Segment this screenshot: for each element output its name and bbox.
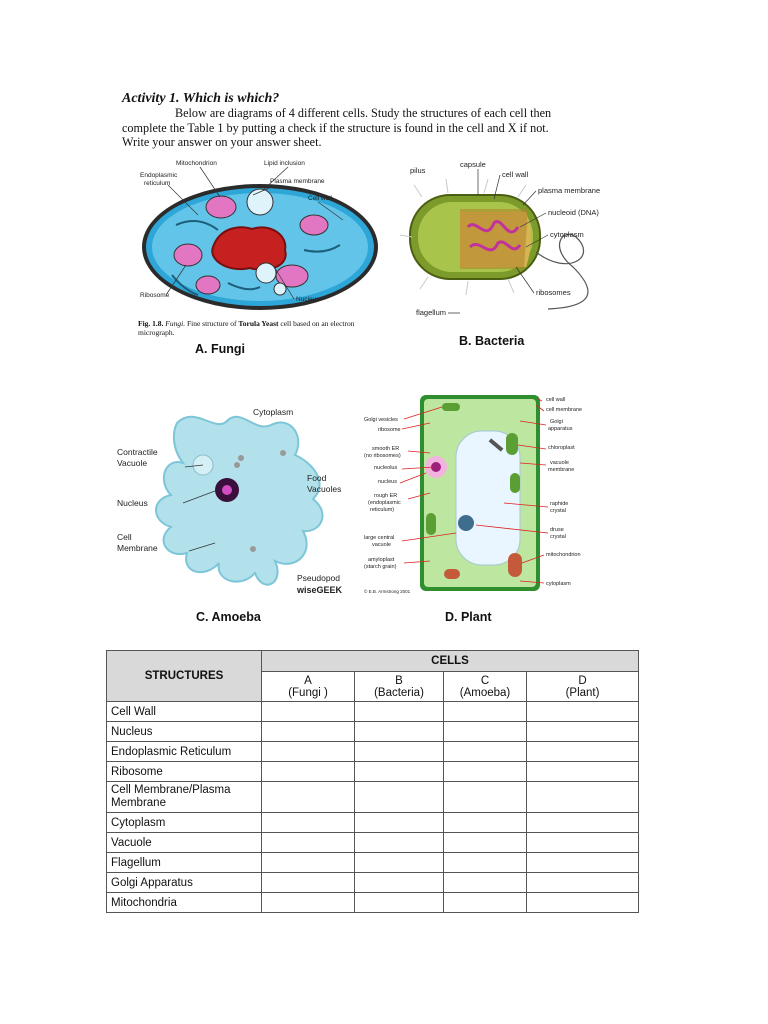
row-label: Cytoplasm xyxy=(107,813,262,833)
fungi-fig-rest: cell based on an electron micrograph. xyxy=(138,319,355,337)
amoeba-label-membrane: Membrane xyxy=(117,543,158,553)
fungi-diagram xyxy=(128,155,388,315)
amoeba-watermark: wiseGEEK xyxy=(297,585,343,595)
plant-label-crystal2: crystal xyxy=(550,534,566,540)
fungi-fig-num: Fig. 1.8. xyxy=(138,319,164,328)
plant-label-large-central: large central xyxy=(364,535,395,541)
answer-cell[interactable] xyxy=(444,853,527,873)
plant-label-smooth-er: smooth ER xyxy=(372,446,400,452)
plant-label-golgi: Golgi xyxy=(550,419,563,425)
row-label: Vacuole xyxy=(107,833,262,853)
plant-diagram xyxy=(360,393,610,603)
table-row xyxy=(107,853,639,873)
amoeba-label-vacuole: Vacuole xyxy=(117,458,148,468)
answer-cell[interactable] xyxy=(444,722,527,742)
amoeba-label-vacuoles: Vacuoles xyxy=(307,484,342,494)
plant-label-endoplasmic: (endoplasmic xyxy=(368,500,401,506)
answer-cell[interactable] xyxy=(444,813,527,833)
structures-table xyxy=(106,650,639,913)
fungi-fig-bold: Torula Yeast xyxy=(238,319,279,328)
fungi-label-plasma: Plasma membrane xyxy=(270,178,325,185)
amoeba-label-food: Food xyxy=(307,473,327,483)
answer-cell[interactable] xyxy=(527,833,639,853)
answer-cell[interactable] xyxy=(355,782,444,813)
table-row xyxy=(107,762,639,782)
amoeba-label-nucleus: Nucleus xyxy=(117,498,148,508)
answer-cell[interactable] xyxy=(262,722,355,742)
fungi-label-endoplasmic: Endoplasmic xyxy=(140,172,178,179)
row-label: Endoplasmic Reticulum xyxy=(107,742,262,762)
answer-cell[interactable] xyxy=(355,853,444,873)
fungi-label-reticulum: reticulum xyxy=(144,180,171,187)
instructions-line-2: complete the Table 1 by putting a check if the structure is found in the cell and X if not. xyxy=(122,120,549,135)
fungi-label-wall: Cell wall xyxy=(308,195,333,202)
bacteria-label-ribosomes: ribosomes xyxy=(536,288,571,297)
answer-cell[interactable] xyxy=(444,833,527,853)
bacteria-label-cytoplasm: cytoplasm xyxy=(550,230,584,239)
answer-cell[interactable] xyxy=(355,873,444,893)
answer-cell[interactable] xyxy=(527,782,639,813)
fungi-label-lipid: Lipid inclusion xyxy=(264,160,305,167)
plant-label-raphide: raphide xyxy=(550,501,569,507)
answer-cell[interactable] xyxy=(355,742,444,762)
answer-cell[interactable] xyxy=(355,722,444,742)
answer-cell[interactable] xyxy=(262,782,355,813)
plant-label-mitochondrion: mitochondrion xyxy=(546,552,581,558)
answer-cell[interactable] xyxy=(355,813,444,833)
bacteria-diagram xyxy=(398,157,628,322)
answer-cell[interactable] xyxy=(527,853,639,873)
row-label: Flagellum xyxy=(107,853,262,873)
bacteria-label-plasma: plasma membrane xyxy=(538,186,601,195)
plant-label-cell-wall: cell wall xyxy=(546,397,566,403)
column-d-header: D (Plant) xyxy=(527,672,639,702)
bacteria-label-flagellum: flagellum xyxy=(416,308,447,317)
plant-label-amyloplast: amyloplast xyxy=(368,557,395,563)
row-label: Ribosome xyxy=(107,762,262,782)
plant-label-ribosome: ribosome xyxy=(378,427,401,433)
table-row xyxy=(107,782,639,813)
answer-cell[interactable] xyxy=(527,873,639,893)
fungi-label-nucleus: Nucleus xyxy=(296,296,320,303)
answer-cell[interactable] xyxy=(444,702,527,722)
fungi-fig-text: Fine structure of xyxy=(186,319,237,328)
fungi-caption: A. Fungi xyxy=(195,342,245,356)
fungi-fig-italic: Fungi. xyxy=(165,319,186,328)
activity-title: Activity 1. Which is which? xyxy=(122,91,280,106)
row-label: Cell Wall xyxy=(107,702,262,722)
plant-caption: D. Plant xyxy=(445,610,492,624)
answer-cell[interactable] xyxy=(355,702,444,722)
table-row xyxy=(107,893,639,913)
answer-cell[interactable] xyxy=(527,813,639,833)
column-c-header: C (Amoeba) xyxy=(444,672,527,702)
answer-cell[interactable] xyxy=(355,762,444,782)
answer-cell[interactable] xyxy=(262,853,355,873)
table-row xyxy=(107,833,639,853)
plant-label-nucleus: nucleus xyxy=(378,479,397,485)
plant-label-no-ribosomes: (no ribosomes) xyxy=(364,453,401,459)
fungi-label-ribosome: Ribosome xyxy=(140,292,170,299)
structures-header: STRUCTURES xyxy=(107,651,262,702)
plant-label-rough-er: rough ER xyxy=(374,493,398,499)
cells-header: CELLS xyxy=(262,651,639,672)
answer-cell[interactable] xyxy=(444,873,527,893)
column-a-header: A (Fungi ) xyxy=(262,672,355,702)
answer-cell[interactable] xyxy=(444,782,527,813)
plant-label-cell-membrane: cell membrane xyxy=(546,407,583,413)
answer-cell[interactable] xyxy=(355,893,444,913)
amoeba-label-cytoplasm: Cytoplasm xyxy=(253,407,294,417)
answer-cell[interactable] xyxy=(262,742,355,762)
instructions-line-1: Below are diagrams of 4 different cells. Study the structures of each cell then xyxy=(175,106,552,120)
fungi-label-mitochondrion: Mitochondrion xyxy=(176,160,217,167)
bacteria-label-capsule: capsule xyxy=(460,160,486,169)
table-row xyxy=(107,873,639,893)
plant-label-druse: druse xyxy=(550,527,564,533)
bacteria-label-pilus: pilus xyxy=(410,166,426,175)
plant-label-crystal: crystal xyxy=(550,508,566,514)
plant-label-starch: (starch grain) xyxy=(364,564,397,570)
answer-cell[interactable] xyxy=(527,893,639,913)
row-label: Mitochondria xyxy=(107,893,262,913)
answer-cell[interactable] xyxy=(444,893,527,913)
row-label: Cell Membrane/Plasma Membrane xyxy=(107,782,262,813)
plant-label-golgi-vesicles: Golgi vesicles xyxy=(364,417,398,423)
row-label: Nucleus xyxy=(107,722,262,742)
fungi-figure-caption xyxy=(138,319,388,337)
table-row xyxy=(107,722,639,742)
plant-label-vacuole-r: vacuole xyxy=(550,460,569,466)
column-b-header: B (Bacteria) xyxy=(355,672,444,702)
amoeba-label-pseudopod: Pseudopod xyxy=(297,573,341,583)
answer-cell[interactable] xyxy=(444,762,527,782)
plant-credit: © E.B. Armstrong 2001 xyxy=(364,589,411,594)
plant-label-membrane: membrane xyxy=(548,467,575,473)
plant-label-chloroplast: chloroplast xyxy=(548,445,575,451)
answer-cell[interactable] xyxy=(262,873,355,893)
amoeba-label-contractile: Contractile xyxy=(117,447,158,457)
row-label: Golgi Apparatus xyxy=(107,873,262,893)
table-row xyxy=(107,742,639,762)
table-row xyxy=(107,702,639,722)
bacteria-label-wall: cell wall xyxy=(502,170,529,179)
plant-label-vacuole: vacuole xyxy=(372,542,391,548)
instructions-line-3: Write your answer on your answer sheet. xyxy=(122,135,322,149)
plant-label-cytoplasm: cytoplasm xyxy=(546,581,571,587)
activity-instructions xyxy=(122,106,642,150)
answer-cell[interactable] xyxy=(527,762,639,782)
amoeba-caption: C. Amoeba xyxy=(196,610,261,624)
answer-cell[interactable] xyxy=(262,702,355,722)
plant-label-reticulum: reticulum) xyxy=(370,507,395,513)
answer-cell[interactable] xyxy=(527,722,639,742)
answer-cell[interactable] xyxy=(262,762,355,782)
answer-cell[interactable] xyxy=(262,813,355,833)
answer-cell[interactable] xyxy=(355,833,444,853)
amoeba-diagram xyxy=(115,403,355,603)
table-row xyxy=(107,813,639,833)
amoeba-label-cell: Cell xyxy=(117,532,132,542)
plant-label-apparatus: apparatus xyxy=(548,426,573,432)
answer-cell[interactable] xyxy=(527,742,639,762)
answer-cell[interactable] xyxy=(444,742,527,762)
bacteria-caption: B. Bacteria xyxy=(459,334,525,348)
bacteria-label-nucleoid: nucleoid (DNA) xyxy=(548,208,599,217)
answer-cell[interactable] xyxy=(262,833,355,853)
plant-label-nucleolus: nucleolus xyxy=(374,465,398,471)
answer-cell[interactable] xyxy=(527,702,639,722)
answer-cell[interactable] xyxy=(262,893,355,913)
